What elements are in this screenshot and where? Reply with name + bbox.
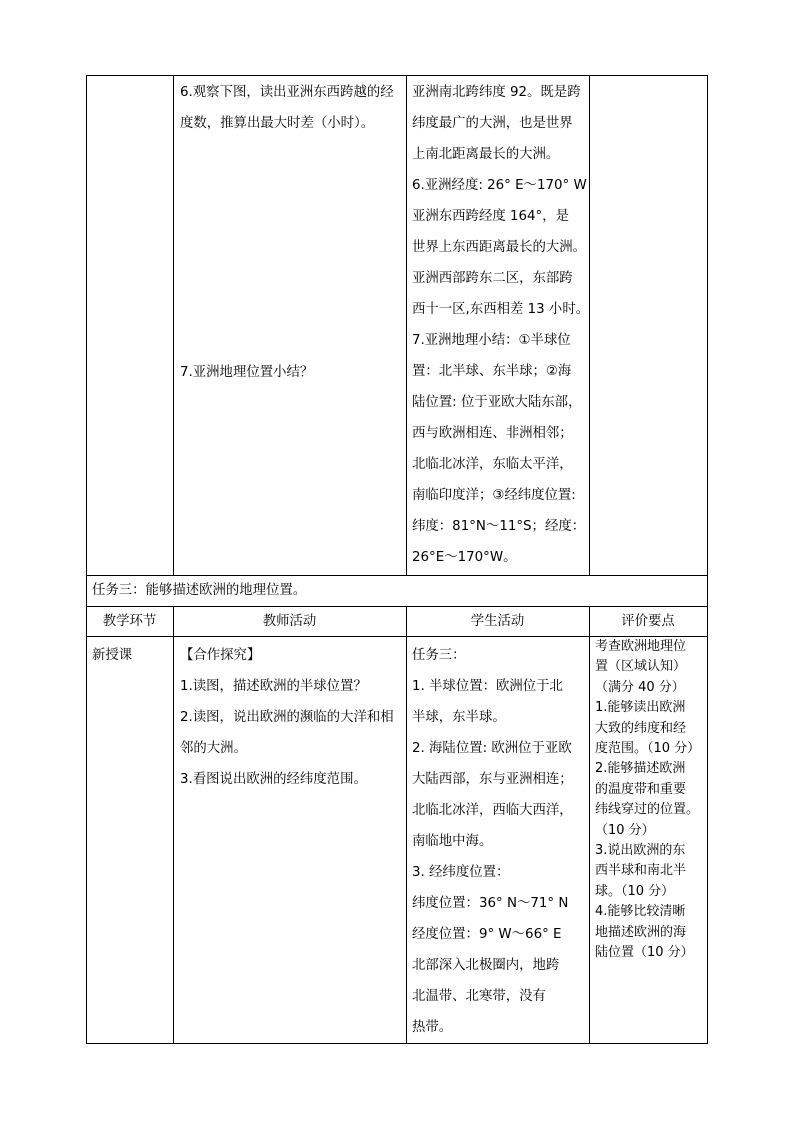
- header-teacher: [173, 606, 406, 637]
- text-line: 26°E～170°W。: [412, 550, 517, 565]
- teacher-activity-q6: [180, 77, 394, 139]
- text-line: 3. 经纬度位置：: [412, 865, 510, 880]
- table-border: [173, 75, 174, 575]
- text-line: 纬度最广的大洲，也是世界: [412, 116, 573, 131]
- text-line: 西半球和南北半: [595, 863, 687, 879]
- text-line: 置：北半球、东半球；②海: [412, 364, 572, 379]
- table-border: [589, 606, 590, 1043]
- stage-text: 新授课: [92, 648, 133, 663]
- text-line: 3.看图说出欧洲的经纬度范围。: [180, 772, 367, 787]
- text-line: 7.亚洲地理小结：①半球位: [412, 333, 571, 348]
- text-line: 【合作探究】: [180, 648, 261, 663]
- text-line: 度范围。（10 分）: [595, 741, 701, 757]
- text-line: 的温度带和重要: [595, 781, 687, 797]
- text-line: 7.亚洲地理位置小结？: [180, 365, 314, 380]
- text-line: 邻的大洲。: [180, 741, 247, 756]
- table-border: [86, 75, 708, 76]
- header-student-text: 学生活动: [470, 614, 525, 629]
- task3-title-text: 任务三：能够描述欧洲的地理位置。: [92, 583, 307, 598]
- table-border: [173, 606, 174, 1043]
- table-border: [86, 75, 87, 1044]
- header-stage-text: 教学环节: [102, 614, 157, 629]
- text-line: 北临北冰洋，西临大西洋，: [412, 803, 573, 818]
- table-border: [406, 606, 407, 1043]
- table-border: [406, 75, 407, 575]
- text-line: 2. 海陆位置: 欧洲位于亚欧: [412, 741, 572, 756]
- text-line: 陆位置: 位于亚欧大陆东部，: [412, 395, 582, 410]
- text-line: 置（区域认知）: [595, 659, 687, 675]
- text-line: 上南北距离最长的大洲。: [412, 147, 560, 162]
- text-line: 经度位置：9° W～66° E: [412, 927, 562, 942]
- text-line: 大陆西部，东与亚洲相连；: [412, 772, 573, 787]
- text-line: 南临印度洋；③经纬度位置:: [412, 488, 576, 503]
- text-line: 考查欧洲地理位: [595, 639, 687, 654]
- text-line: 纬线穿过的位置。: [595, 802, 700, 818]
- text-line: （满分 40 分）: [595, 679, 685, 695]
- text-line: 大致的纬度和经: [595, 720, 687, 736]
- student-activity-asia: [412, 77, 589, 573]
- table-border: [86, 1043, 708, 1044]
- text-line: 西与欧洲相连、非洲相邻；: [412, 426, 573, 441]
- text-line: 南临地中海。: [412, 834, 493, 849]
- task3-title: [92, 575, 306, 606]
- header-eval-text: 评价要点: [621, 614, 675, 629]
- text-line: 北温带、北寒带，没有: [412, 989, 546, 1004]
- header-eval: [589, 606, 707, 637]
- header-student: [406, 606, 589, 637]
- text-line: 6.亚洲经度: 26° E～170° W: [412, 178, 587, 193]
- table-border: [589, 75, 590, 575]
- text-line: 半球，东半球。: [412, 710, 506, 725]
- text-line: 任务三：: [412, 648, 466, 663]
- text-line: 2.读图，说出欧洲的濒临的大洋和相: [180, 710, 394, 725]
- text-line: （10 分）: [595, 822, 655, 838]
- text-line: 亚洲西部跨东二区，东部跨: [412, 271, 573, 286]
- text-line: 1. 半球位置：欧洲位于北: [412, 679, 563, 694]
- text-line: 3.说出欧洲的东: [595, 843, 686, 859]
- text-line: 2.能够描述欧洲: [595, 761, 686, 777]
- text-line: 1.读图，描述欧洲的半球位置？: [180, 679, 367, 694]
- stage-cell: [92, 640, 132, 671]
- text-line: 1.能够读出欧洲: [595, 700, 686, 716]
- text-line: 度数，推算出最大时差（小时）。: [180, 116, 375, 131]
- text-line: 球。（10 分）: [595, 883, 675, 899]
- header-stage: [86, 606, 173, 637]
- text-line: 西十一区,东西相差 13 小时。: [412, 302, 590, 317]
- text-line: 北临北冰洋，东临太平洋，: [412, 457, 573, 472]
- teacher-activity-europe: [180, 640, 394, 795]
- text-line: 热带。: [412, 1020, 453, 1035]
- teacher-activity-q7: [180, 357, 313, 388]
- text-line: 纬度：81°N～11°S；经度：: [412, 519, 586, 534]
- student-activity-europe: [412, 640, 573, 1043]
- text-line: 亚洲东西跨经度 164°，是: [412, 209, 570, 224]
- text-line: 纬度位置：36° N～71° N: [412, 896, 569, 911]
- table-border: [707, 75, 708, 1044]
- text-line: 地描述欧洲的海: [595, 924, 687, 940]
- text-line: 4.能够比较清晰: [595, 904, 686, 920]
- text-line: 亚洲南北跨纬度 92。既是跨: [412, 85, 581, 100]
- text-line: 陆位置（10 分）: [595, 945, 694, 961]
- text-line: 6.观察下图，读出亚洲东西跨越的经: [180, 85, 394, 100]
- text-line: 世界上东西距离最长的大洲。: [412, 240, 587, 255]
- evaluation-points: [595, 637, 700, 964]
- text-line: 北部深入北极圈内，地跨: [412, 958, 560, 973]
- header-teacher-text: 教师活动: [262, 614, 317, 629]
